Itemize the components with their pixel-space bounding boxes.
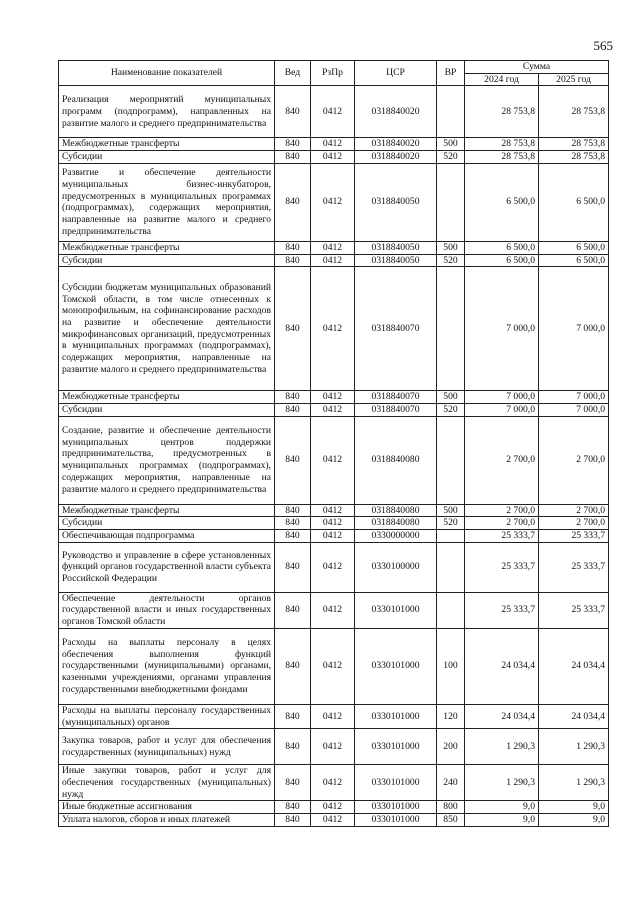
row-vr-cell: 500	[437, 504, 465, 517]
row-sum-2024-cell: 25 333,7	[465, 542, 539, 592]
row-sum-2024-cell: 6 500,0	[465, 254, 539, 267]
row-name-cell: Иные бюджетные ассигнования	[59, 801, 275, 814]
row-csr-cell: 0318840050	[355, 163, 437, 241]
row-ved-cell: 840	[275, 801, 311, 814]
row-sum-2024-cell: 28 753,8	[465, 138, 539, 151]
row-csr-cell: 0318840070	[355, 403, 437, 416]
row-name-cell: Межбюджетные трансферты	[59, 138, 275, 151]
row-sum-2025-cell: 1 290,3	[539, 765, 609, 801]
row-rzpr-cell: 0412	[311, 138, 355, 151]
row-sum-2025-cell: 7 000,0	[539, 391, 609, 404]
row-rzpr-cell: 0412	[311, 814, 355, 827]
table-row	[59, 765, 609, 801]
row-sum-2025-cell: 28 753,8	[539, 151, 609, 164]
row-ved-cell: 840	[275, 814, 311, 827]
row-vr-cell: 520	[437, 151, 465, 164]
row-name-cell: Создание, развитие и обеспечение деятельности муниципальных центров поддержки предпринимательства, предусмотренных в муниципальных программах (подпрограммах), содержащих мероприятия, направленные на развитие малого и среднего предпринимательства	[59, 416, 275, 504]
row-vr-cell	[437, 416, 465, 504]
row-sum-2024-cell: 28 753,8	[465, 86, 539, 138]
table-row	[59, 542, 609, 592]
row-sum-2024-cell: 24 034,4	[465, 704, 539, 728]
row-sum-2025-cell: 6 500,0	[539, 163, 609, 241]
row-sum-2025-cell: 25 333,7	[539, 592, 609, 628]
row-vr-cell: 100	[437, 628, 465, 704]
row-sum-2024-cell: 7 000,0	[465, 391, 539, 404]
row-csr-cell: 0318840020	[355, 151, 437, 164]
table-header	[59, 61, 609, 86]
table-row	[59, 86, 609, 138]
row-sum-2025-cell: 2 700,0	[539, 504, 609, 517]
row-ved-cell: 840	[275, 592, 311, 628]
row-rzpr-cell: 0412	[311, 542, 355, 592]
header-vr: ВР	[437, 61, 465, 86]
row-vr-cell: 120	[437, 704, 465, 728]
row-csr-cell: 0330000000	[355, 530, 437, 543]
row-rzpr-cell: 0412	[311, 729, 355, 765]
row-sum-2024-cell: 1 290,3	[465, 729, 539, 765]
row-ved-cell: 840	[275, 504, 311, 517]
row-name-cell: Обеспечение деятельности органов государственной власти и иных государственных органов Томской области	[59, 592, 275, 628]
row-sum-2024-cell: 7 000,0	[465, 267, 539, 391]
row-vr-cell: 520	[437, 254, 465, 267]
row-vr-cell: 200	[437, 729, 465, 765]
row-sum-2025-cell: 2 700,0	[539, 416, 609, 504]
row-name-cell: Иные закупки товаров, работ и услуг для обеспечения государственных (муниципальных) нужд	[59, 765, 275, 801]
row-vr-cell	[437, 163, 465, 241]
row-rzpr-cell: 0412	[311, 801, 355, 814]
row-csr-cell: 0330100000	[355, 542, 437, 592]
row-ved-cell: 840	[275, 542, 311, 592]
row-ved-cell: 840	[275, 138, 311, 151]
row-rzpr-cell: 0412	[311, 517, 355, 530]
row-name-cell: Межбюджетные трансферты	[59, 391, 275, 404]
row-sum-2024-cell: 1 290,3	[465, 765, 539, 801]
table-row	[59, 391, 609, 404]
table-row	[59, 628, 609, 704]
row-sum-2025-cell: 1 290,3	[539, 729, 609, 765]
table-row	[59, 729, 609, 765]
page-number: 565	[593, 38, 613, 53]
row-csr-cell: 0330101000	[355, 765, 437, 801]
row-name-cell: Субсидии	[59, 403, 275, 416]
row-sum-2024-cell: 6 500,0	[465, 163, 539, 241]
row-rzpr-cell: 0412	[311, 592, 355, 628]
row-name-cell: Субсидии бюджетам муниципальных образований Томской области, в том числе отнесенных к монопрофильным, на софинансирование расходов на развитие и обеспечение деятельности микрофинансовых организаций, предусмотренных в муниципальных программах (подпрограммах), содержащих мероприятия, направленные на развитие малого и среднего предпринимательства	[59, 267, 275, 391]
row-name-cell: Межбюджетные трансферты	[59, 241, 275, 254]
header-name: Наименование показателей	[59, 61, 275, 86]
row-ved-cell: 840	[275, 403, 311, 416]
table-body	[59, 86, 609, 826]
row-sum-2024-cell: 9,0	[465, 814, 539, 827]
row-rzpr-cell: 0412	[311, 254, 355, 267]
row-name-cell: Субсидии	[59, 254, 275, 267]
row-vr-cell: 800	[437, 801, 465, 814]
table-row	[59, 416, 609, 504]
row-csr-cell: 0318840070	[355, 267, 437, 391]
table-row	[59, 241, 609, 254]
row-sum-2025-cell: 6 500,0	[539, 254, 609, 267]
row-vr-cell: 500	[437, 391, 465, 404]
table-row	[59, 151, 609, 164]
row-ved-cell: 840	[275, 267, 311, 391]
table-row	[59, 403, 609, 416]
row-rzpr-cell: 0412	[311, 151, 355, 164]
row-csr-cell: 0318840050	[355, 241, 437, 254]
row-sum-2025-cell: 7 000,0	[539, 403, 609, 416]
row-rzpr-cell: 0412	[311, 416, 355, 504]
row-rzpr-cell: 0412	[311, 504, 355, 517]
row-vr-cell: 240	[437, 765, 465, 801]
row-csr-cell: 0318840080	[355, 504, 437, 517]
row-ved-cell: 840	[275, 391, 311, 404]
row-name-cell: Субсидии	[59, 517, 275, 530]
row-name-cell: Межбюджетные трансферты	[59, 504, 275, 517]
row-sum-2024-cell: 2 700,0	[465, 416, 539, 504]
row-ved-cell: 840	[275, 530, 311, 543]
row-sum-2024-cell: 7 000,0	[465, 403, 539, 416]
row-rzpr-cell: 0412	[311, 267, 355, 391]
row-sum-2025-cell: 25 333,7	[539, 530, 609, 543]
table-row	[59, 530, 609, 543]
row-csr-cell: 0330101000	[355, 592, 437, 628]
row-sum-2024-cell: 24 034,4	[465, 628, 539, 704]
row-vr-cell	[437, 530, 465, 543]
row-ved-cell: 840	[275, 704, 311, 728]
row-csr-cell: 0318840080	[355, 517, 437, 530]
row-rzpr-cell: 0412	[311, 86, 355, 138]
header-2025: 2025 год	[539, 73, 609, 86]
row-vr-cell	[437, 542, 465, 592]
row-csr-cell: 0318840020	[355, 138, 437, 151]
row-sum-2024-cell: 25 333,7	[465, 530, 539, 543]
row-name-cell: Расходы на выплаты персоналу в целях обеспечения выполнения функций государственными (муниципальными) органами, казенными учреждениями, органами управления государственными внебюджетными фондами	[59, 628, 275, 704]
row-csr-cell: 0330101000	[355, 814, 437, 827]
row-sum-2025-cell: 9,0	[539, 801, 609, 814]
row-vr-cell: 500	[437, 241, 465, 254]
row-sum-2025-cell: 28 753,8	[539, 86, 609, 138]
row-rzpr-cell: 0412	[311, 765, 355, 801]
row-csr-cell: 0318840070	[355, 391, 437, 404]
row-ved-cell: 840	[275, 163, 311, 241]
header-csr: ЦСР	[355, 61, 437, 86]
row-sum-2025-cell: 25 333,7	[539, 542, 609, 592]
row-sum-2025-cell: 9,0	[539, 814, 609, 827]
row-vr-cell	[437, 267, 465, 391]
row-sum-2024-cell: 2 700,0	[465, 517, 539, 530]
table-row	[59, 814, 609, 827]
row-vr-cell	[437, 86, 465, 138]
row-csr-cell: 0318840020	[355, 86, 437, 138]
row-sum-2025-cell: 28 753,8	[539, 138, 609, 151]
row-vr-cell: 520	[437, 403, 465, 416]
row-rzpr-cell: 0412	[311, 391, 355, 404]
header-rzpr: РзПр	[311, 61, 355, 86]
row-vr-cell: 520	[437, 517, 465, 530]
row-ved-cell: 840	[275, 517, 311, 530]
row-rzpr-cell: 0412	[311, 628, 355, 704]
table-row	[59, 267, 609, 391]
row-rzpr-cell: 0412	[311, 403, 355, 416]
header-sum: Сумма	[465, 61, 609, 74]
table-row	[59, 138, 609, 151]
row-csr-cell: 0330101000	[355, 801, 437, 814]
row-csr-cell: 0330101000	[355, 729, 437, 765]
row-ved-cell: 840	[275, 241, 311, 254]
row-name-cell: Уплата налогов, сборов и иных платежей	[59, 814, 275, 827]
row-ved-cell: 840	[275, 86, 311, 138]
row-ved-cell: 840	[275, 254, 311, 267]
row-name-cell: Развитие и обеспечение деятельности муниципальных бизнес-инкубаторов, предусмотренных в муниципальных программах (подпрограммах), содержащих мероприятия, направленные на развитие малого и среднего предпринимательства	[59, 163, 275, 241]
row-sum-2025-cell: 7 000,0	[539, 267, 609, 391]
row-ved-cell: 840	[275, 729, 311, 765]
row-sum-2025-cell: 24 034,4	[539, 704, 609, 728]
header-2024: 2024 год	[465, 73, 539, 86]
row-rzpr-cell: 0412	[311, 241, 355, 254]
table-row	[59, 801, 609, 814]
table-row	[59, 254, 609, 267]
row-ved-cell: 840	[275, 628, 311, 704]
row-ved-cell: 840	[275, 151, 311, 164]
table-row	[59, 504, 609, 517]
row-sum-2024-cell: 28 753,8	[465, 151, 539, 164]
row-sum-2024-cell: 2 700,0	[465, 504, 539, 517]
row-csr-cell: 0318840050	[355, 254, 437, 267]
row-name-cell: Закупка товаров, работ и услуг для обеспечения государственных (муниципальных) нужд	[59, 729, 275, 765]
row-vr-cell: 850	[437, 814, 465, 827]
budget-table	[58, 60, 609, 827]
row-name-cell: Руководство и управление в сфере установленных функций органов государственной власти субъекта Российской Федерации	[59, 542, 275, 592]
row-name-cell: Обеспечивающая подпрограмма	[59, 530, 275, 543]
row-rzpr-cell: 0412	[311, 704, 355, 728]
row-sum-2024-cell: 9,0	[465, 801, 539, 814]
row-sum-2024-cell: 6 500,0	[465, 241, 539, 254]
table-row	[59, 704, 609, 728]
row-sum-2024-cell: 25 333,7	[465, 592, 539, 628]
row-sum-2025-cell: 24 034,4	[539, 628, 609, 704]
table-row	[59, 163, 609, 241]
row-sum-2025-cell: 6 500,0	[539, 241, 609, 254]
row-vr-cell: 500	[437, 138, 465, 151]
row-name-cell: Субсидии	[59, 151, 275, 164]
row-csr-cell: 0330101000	[355, 628, 437, 704]
row-name-cell: Расходы на выплаты персоналу государственных (муниципальных) органов	[59, 704, 275, 728]
row-sum-2025-cell: 2 700,0	[539, 517, 609, 530]
row-vr-cell	[437, 592, 465, 628]
row-csr-cell: 0318840080	[355, 416, 437, 504]
row-rzpr-cell: 0412	[311, 530, 355, 543]
row-rzpr-cell: 0412	[311, 163, 355, 241]
row-name-cell: Реализация мероприятий муниципальных программ (подпрограмм), направленных на развитие малого и среднего предпринимательства	[59, 86, 275, 138]
row-ved-cell: 840	[275, 416, 311, 504]
table-row	[59, 592, 609, 628]
header-ved: Вед	[275, 61, 311, 86]
row-csr-cell: 0330101000	[355, 704, 437, 728]
row-ved-cell: 840	[275, 765, 311, 801]
table-row	[59, 517, 609, 530]
